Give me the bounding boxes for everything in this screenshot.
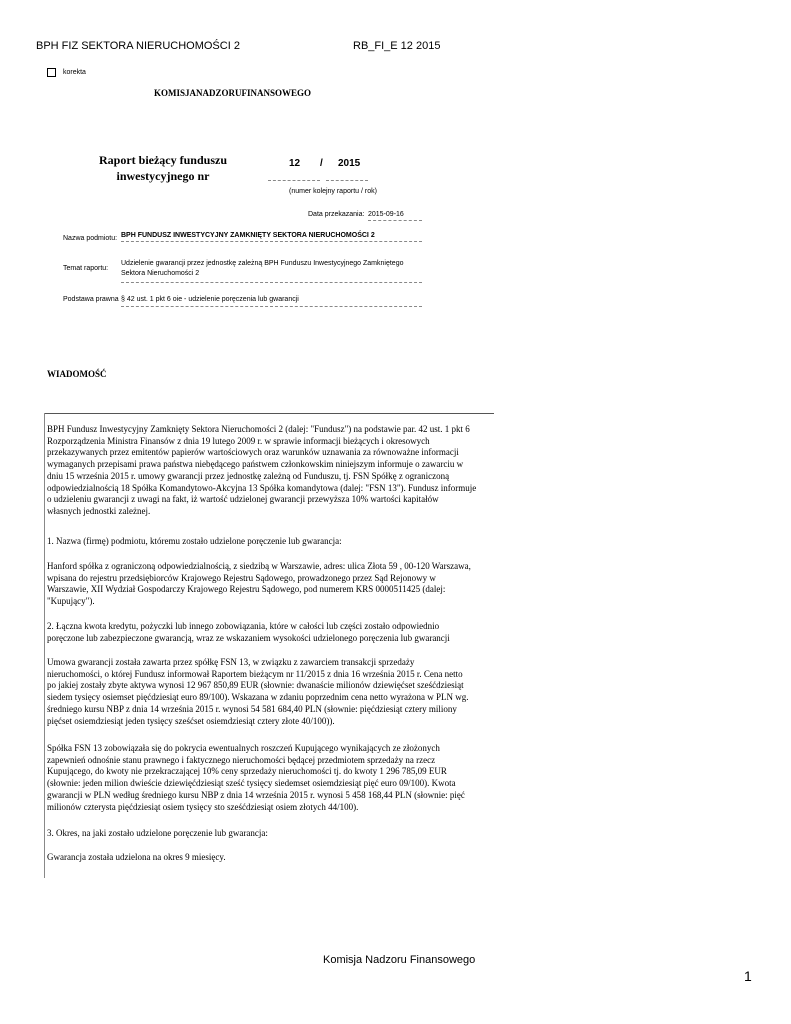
message-heading: WIADOMOŚĆ	[47, 369, 107, 379]
fund-name-header: BPH FIZ SEKTORA NIERUCHOMOŚCI 2	[36, 40, 240, 52]
message-paragraph-q3: 3. Okres, na jaki zostało udzielone poręczenie lub gwarancja:	[47, 828, 268, 838]
message-paragraph-intro: BPH Fundusz Inwestycyjny Zamknięty Sektora Nieruchomości 2 (dalej: "Fundusz") na podstawie par. 42 ust. 1 pkt 6 Rozporządzenia Ministra Finansów z dnia 19 lutego 2009 r. w sprawie informacji bieżących i okresowych przekazywanych przez emitentów papierów wartościowych oraz warunków uznawania za równoważne informacji wymaganych przepisami prawa państwa niebędącego państwem członkowskim niniejszym informuje o zawarciu w dniu 15 września 2015 r. umowy gwarancji przez jednostkę zależną od Funduszu, tj. FSN Spółkę z ograniczoną odpowiedzialnością 18 Spółka Komandytowo-Akcyjna 13 Spółka komandytowa (dalej: "FSN 13"). Fundusz informuje o udzieleniu gwarancji z uwagi na fakt, iż wartość udzielonej gwarancji przewyższa 10% wartości kapitałów własnych jednostki zależnej.	[47, 424, 477, 516]
topic-label: Temat raportu:	[63, 265, 109, 272]
report-title-line1: Raport bieżący funduszu	[98, 153, 227, 167]
number-caption: (numer kolejny raportu / rok)	[289, 188, 377, 195]
date-value: 2015-09-16	[368, 211, 422, 221]
page-number: 1	[744, 968, 752, 984]
korekta-label: korekta	[63, 69, 86, 76]
number-dash-line	[268, 180, 320, 181]
topic-line1: Udzielenie gwarancji przez jednostkę zależną BPH Funduszu Inwestycyjnego Zamkniętego	[121, 260, 404, 267]
entity-value: BPH FUNDUSZ INWESTYCYJNY ZAMKNIĘTY SEKTORA NIERUCHOMOŚCI 2	[121, 232, 422, 242]
message-paragraph-a2: Umowa gwarancji została zawarta przez spółkę FSN 13, w związku z zawarciem transakcji sprzedaży nieruchomości, o której Fundusz informował Raportem bieżącym nr 11/2015 z dnia 16 września 2015 r. Cena netto po jakiej zostały zbyte aktywa wynosi 12 967 850,89 EUR (słownie: dwanaście milionów dziewięćset sześćdziesiąt siedem tysięcy osiemset pięćdziesiąt euro 89/100). Wskazana w zdaniu poprzednim cena netto wyrażona w PLN wg. średniego kursu NBP z dnia 14 września 2015 r. wynosi 54 581 684,40 PLN (słownie: pięćdziesiąt cztery miliony pięćset osiemdziesiąt jeden tysięcy sześćset osiemdziesiąt cztery złote 40/100)).	[47, 657, 469, 726]
message-box-top-border	[44, 413, 494, 414]
message-paragraph-q1: 1. Nazwa (firmę) podmiotu, któremu zostało udzielone poręczenie lub gwarancja:	[47, 536, 342, 546]
topic-value	[121, 259, 422, 283]
message-paragraph-a1: Hanford spółka z ograniczoną odpowiedzialnością, z siedzibą w Warszawie, adres: ulica Złota 59 , 00-120 Warszawa, wpisana do rejestru przedsiębiorców Krajowego Rejestru Sądowego, prowadzonego przez Sąd Rejonowy w Warszawie, XII Wydział Gospodarczy Krajowego Rejestru Sądowego, pod numerem KRS 0000511425 (dalej: "Kupujący").	[47, 561, 471, 607]
legal-basis-value: § 42 ust. 1 pkt 6 oie - udzielenie poręczenia lub gwarancji	[121, 296, 422, 307]
report-number: 12	[289, 158, 301, 169]
report-title-line2: inwestycyjnego nr	[116, 169, 210, 183]
entity-label: Nazwa podmiotu:	[63, 235, 118, 242]
message-paragraph-a3: Gwarancja została udzielona na okres 9 miesięcy.	[47, 852, 226, 862]
report-title	[88, 152, 238, 184]
report-year: 2015	[338, 158, 361, 169]
footer-authority: Komisja Nadzoru Finansowego	[323, 954, 476, 966]
year-dash-line	[326, 180, 368, 181]
report-number-slash: /	[320, 158, 323, 169]
topic-line2: Sektora Nieruchomości 2	[121, 270, 200, 277]
message-box-left-border	[44, 413, 45, 878]
report-code-header: RB_FI_E 12 2015	[353, 40, 441, 52]
date-label: Data przekazania:	[308, 211, 365, 218]
authority-heading: KOMISJANADZORUFINANSOWEGO	[154, 88, 312, 98]
korekta-checkbox[interactable]	[47, 68, 56, 77]
message-paragraph-a2-cont: Spółka FSN 13 zobowiązała się do pokrycia ewentualnych roszczeń Kupującego wynikających ze złożonych zapewnień odnośnie stanu prawnego i faktycznego nieruchomości będącej przedmiotem sprzedaży na rzecz Kupującego, do kwoty nie przekraczającej 10% ceny sprzedaży nieruchomości tj. do kwoty 1 296 785,09 EUR (słownie: jeden milion dwieście dziewięćdziesiąt sześć tysięcy siedemset osiemdziesiąt pięć euro 09/100). Kwota gwarancji w PLN według średniego kursu NBP z dnia 14 września 2015 r. wynosi 5 458 168,44 PLN (słownie: pięć milionów czterysta pięćdziesiąt osiem tysięcy sto sześćdziesiąt osiem złotych 44/100).	[47, 743, 465, 812]
legal-basis-label: Podstawa prawna	[63, 296, 119, 303]
message-paragraph-q2: 2. Łączna kwota kredytu, pożyczki lub innego zobowiązania, które w całości lub części zostało odpowiednio poręczone lub zabezpieczone gwarancją, wraz ze wskazaniem wysokości udzielonego poręczenia lub gwarancji	[47, 621, 450, 643]
